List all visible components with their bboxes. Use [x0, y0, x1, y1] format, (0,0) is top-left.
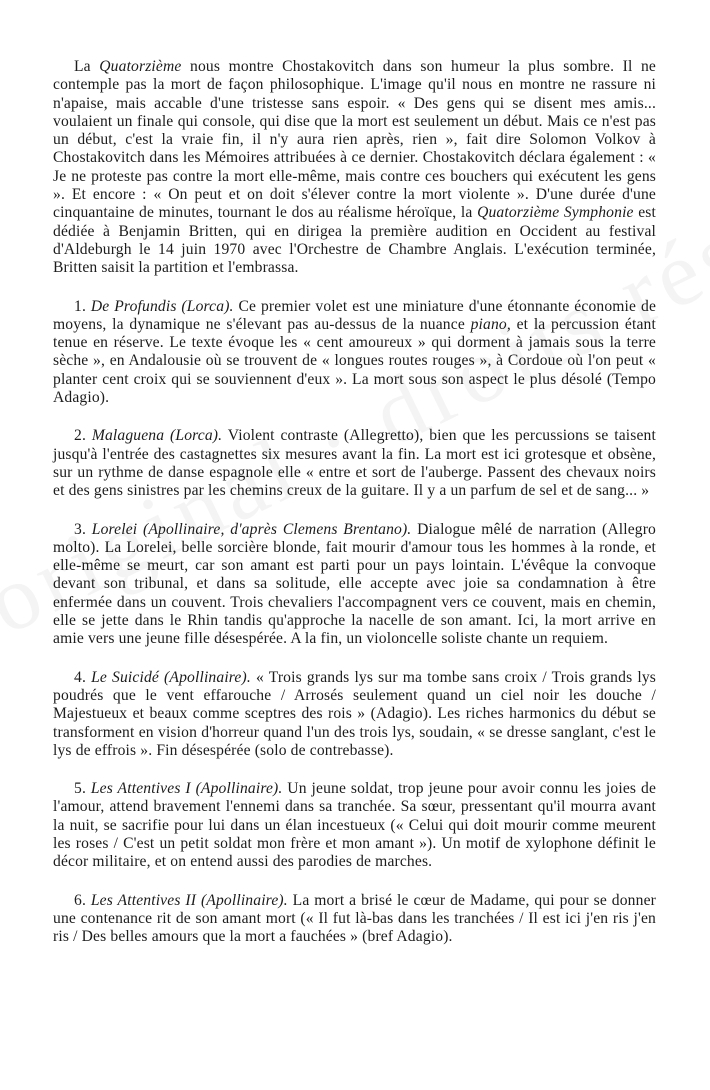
paragraph: [53, 58, 656, 278]
paragraph: [53, 669, 656, 760]
document-body: [53, 58, 656, 946]
text-run: Dialogue mêlé de narration (Allegro molto). La Lorelei, belle sorcière blonde, fait mourir d'amour tous les hommes à la ronde, et elle-même se meurt, car son amant est parti pour un pays lointain. L'évêque la convoque devant son tribunal, et dans sa solitude, elle accepte avec joie sa condamnation à être enfermée dans un couvent. Trois chevaliers l'accompagnent vers ce couvent, mais en chemin, elle se jette dans le Rhin tandis qu'approche la nacelle de son amant. Ici, la mort arrive en amie vers une jeune fille désespérée. A la fin, un violoncelle soliste chante un requiem.: [53, 520, 657, 648]
italic-text: De Profundis (Lorca).: [90, 297, 234, 315]
italic-text: piano,: [470, 315, 511, 333]
text-run: 1.: [74, 297, 91, 315]
italic-text: Lorelei (Apollinaire, d'après Clemens Brentano).: [91, 520, 412, 538]
text-run: Violent contraste (Allegretto), bien que les percussions se taisent jusqu'à l'entrée des castagnettes six mesures avant la fin. La mort est ici grotesque et obsène, sur un rythme de danse espagnole elle « entre et sort de l'auberge. Passent des chevaux noirs et des gens sinistres par les chemins creux de la guitare. Il y a un parfum de sel et de sang... »: [53, 427, 656, 500]
paragraph: [53, 780, 656, 871]
paragraph: [53, 892, 656, 947]
text-run: 3.: [74, 520, 92, 538]
text-run: nous montre Chostakovitch dans son humeur la plus sombre. Il ne contemple pas la mort de façon philosophique. L'image qu'il nous en montre ne rassure ni n'apaise, mais accable d'une tristesse sans espoir. « Des gens qui se disent mes amis... voulaient un finale qui console, qui dise que la mort est seulement un début. Mais ce n'est pas un début, c'est la vraie fin, il n'y aura rien après, rien », fait dire Solomon Volkov à Chostakovitch dans les Mémoires attribuées à ce dernier. Chostakovitch déclara également : « Je ne proteste pas contre la mort elle-même, mais contre ces bouchers qui exécutent les gens ». Et encore : « On peut et on doit s'élever contre la mort violente ». D'une durée d'une cinquantaine de minutes, tournant le dos au réalisme héroïque, la: [53, 58, 656, 222]
text-run: Un jeune soldat, trop jeune pour avoir connu les joies de l'amour, attend bravement l'ennemi dans sa tranchée. Sa sœur, pressentant qu'il mourra avant la nuit, se sacrifie pour lui dans un élan incestueux (« Celui qui doit mourir comme meurent les roses / C'est un petit soldat mon frère et mon amant »). Un motif de xylophone définit le décor militaire, et on entend aussi des parodies de marches.: [53, 780, 657, 871]
text-run: La: [74, 58, 100, 75]
text-run: est dédiée à Benjamin Britten, qui en dirigea la première audition en Occident au festival d'Aldeburgh le 14 juin 1970 avec l'Orchestre de Chambre Anglais. L'exécution terminée, Britten saisit la partition et l'embrassa.: [53, 204, 656, 277]
paragraph: [53, 298, 656, 408]
italic-text: Quatorzième: [99, 58, 182, 75]
text-run: 6.: [74, 891, 91, 909]
text-run: 4.: [74, 668, 92, 686]
paragraph: [53, 521, 656, 649]
text-run: 5.: [74, 780, 91, 798]
text-run: et la percussion étant tenue en réserve. Le texte évoque les « cent amoureux » qui dorment à jamais sous la terre sèche », en Andalousie où se trouvent de « longues routes rouges », à Cordoue où l'on peut « planter cent croix qui se souviennent d'eux ». La mort sous son aspect le plus désolé (Tempo Adagio).: [53, 315, 656, 407]
text-run: « Trois grands lys sur ma tombe sans croix / Trois grands lys poudrés que le vent effarouche / Arrosés seulement quand un ciel noir les douche / Majestueux et beaux comme sceptres des rois » (Adagio). Les riches harmonics du début se transforment en vision d'horreur quand l'un des trois lys, soudain, « se dresse sanglant, c'est le lys de effrois ». Fin désespérée (solo de contrebasse).: [53, 668, 657, 759]
italic-text: Les Attentives I (Apollinaire).: [90, 780, 283, 798]
italic-text: Les Attentives II (Apollinaire).: [90, 891, 288, 909]
paragraph: [53, 427, 656, 500]
text-run: La mort a brisé le cœur de Madame, qui pour se donner une contenance rit de son amant mort (« Il fut là-bas dans les tranchées / Il est ici j'en ris j'en ris / Des belles amours que la mort a fauchées » (bref Adagio).: [53, 891, 656, 946]
text-run: Ce premier volet est une miniature d'une étonnante économie de moyens, la dynamique ne s'élevant pas au-dessus de la nuance: [53, 297, 657, 333]
text-run: 2.: [74, 427, 92, 445]
italic-text: Malaguena (Lorca).: [91, 427, 223, 445]
italic-text: Le Suicidé (Apollinaire).: [91, 668, 251, 686]
italic-text: Quatorzième Symphonie: [477, 204, 634, 222]
